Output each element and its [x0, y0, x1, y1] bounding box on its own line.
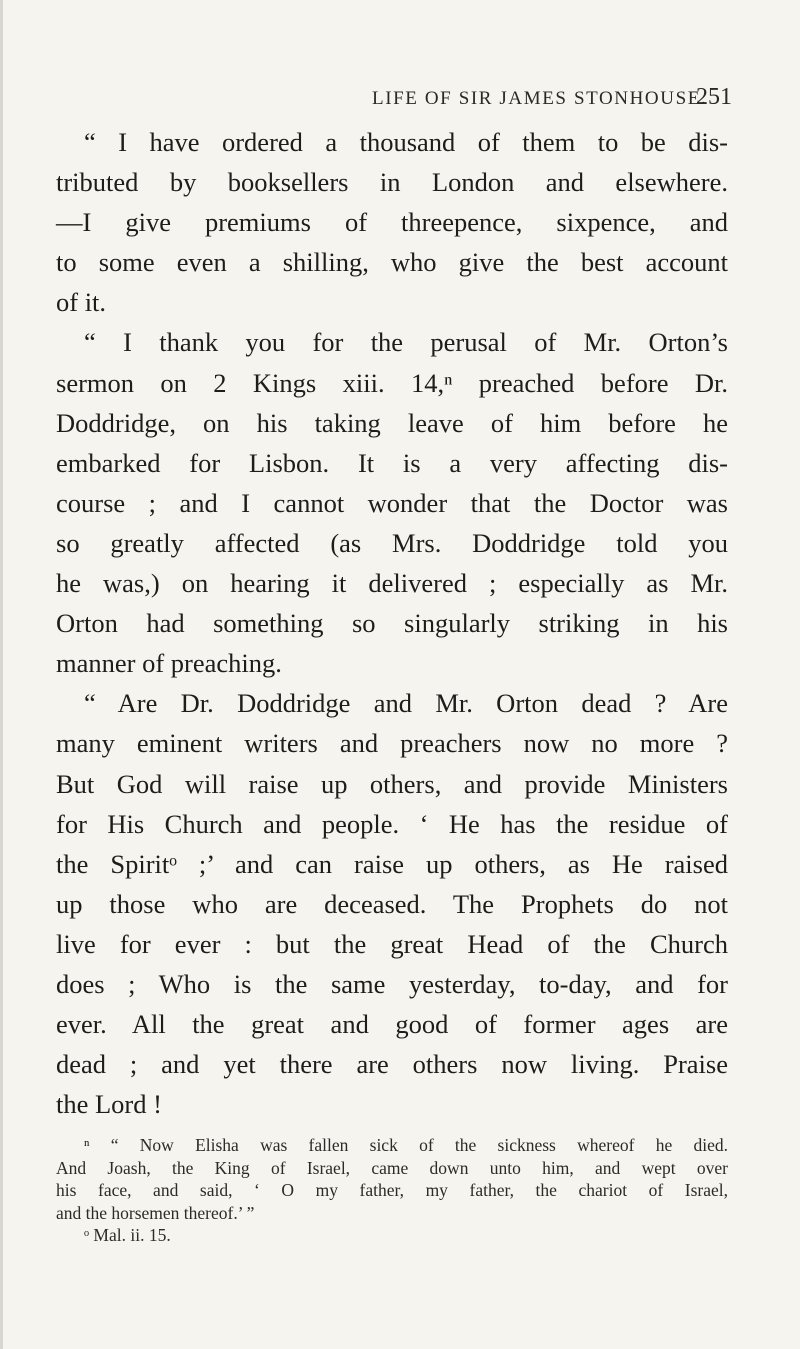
text-line: the Spiritᵒ ;’ and can raise up others, as He raised	[56, 848, 728, 879]
text-line: Doddridge, on his taking leave of him before he	[56, 407, 728, 438]
text-line: manner of preaching.	[56, 648, 282, 679]
footnote-line: his face, and said, ‘ O my father, my father, the chariot of Israel,	[56, 1180, 728, 1200]
body-text	[56, 122, 728, 1124]
text-line: “ Are Dr. Doddridge and Mr. Orton dead ? Are	[84, 688, 728, 719]
text-line: course ; and I cannot wonder that the Doctor was	[56, 487, 728, 518]
text-line: dead ; and yet there are others now living. Praise	[56, 1049, 728, 1080]
text-line: Orton had something so singularly striking in his	[56, 608, 728, 639]
text-line: But God will raise up others, and provide Ministers	[56, 768, 728, 799]
text-line: for His Church and people. ‘ He has the residue of	[56, 808, 728, 839]
text-line: live for ever : but the great Head of the Church	[56, 928, 728, 959]
footnote-line: and the horsemen thereof.’ ”	[56, 1202, 255, 1223]
text-line: tributed by booksellers in London and elsewhere.	[56, 167, 728, 198]
text-line: to some even a shilling, who give the best account	[56, 247, 728, 278]
text-line: embarked for Lisbon. It is a very affecting dis-	[56, 447, 728, 478]
text-line: so greatly affected (as Mrs. Doddridge told you	[56, 527, 728, 558]
text-line: up those who are deceased. The Prophets do not	[56, 888, 728, 919]
text-line: the Lord !	[56, 1089, 162, 1120]
text-line: he was,) on hearing it delivered ; especially as Mr.	[56, 568, 728, 599]
text-line: sermon on 2 Kings xiii. 14,ⁿ preached before Dr.	[56, 367, 728, 398]
footnotes	[56, 1134, 728, 1247]
text-line: of it.	[56, 287, 107, 318]
text-line: “ I have ordered a thousand of them to be dis-	[84, 127, 728, 157]
text-line: many eminent writers and preachers now no more ?	[56, 728, 728, 759]
footnote-line: ⁿ “ Now Elisha was fallen sick of the sickness whereof he died.	[84, 1135, 728, 1155]
text-line: ever. All the great and good of former ages are	[56, 1009, 728, 1040]
page-number: 251	[696, 84, 732, 110]
text-line: —I give premiums of threepence, sixpence, and	[56, 207, 728, 238]
text-line: “ I thank you for the perusal of Mr. Orton’s	[84, 327, 728, 358]
text-line: does ; Who is the same yesterday, to-day, and for	[56, 968, 728, 999]
footnote-line: And Joash, the King of Israel, came down unto him, and wept over	[56, 1157, 728, 1178]
footnote-line: ᵒ Mal. ii. 15.	[84, 1225, 171, 1245]
page-edge-shadow	[0, 0, 3, 1349]
running-title: LIFE OF SIR JAMES STONHOUSE.	[372, 88, 708, 109]
